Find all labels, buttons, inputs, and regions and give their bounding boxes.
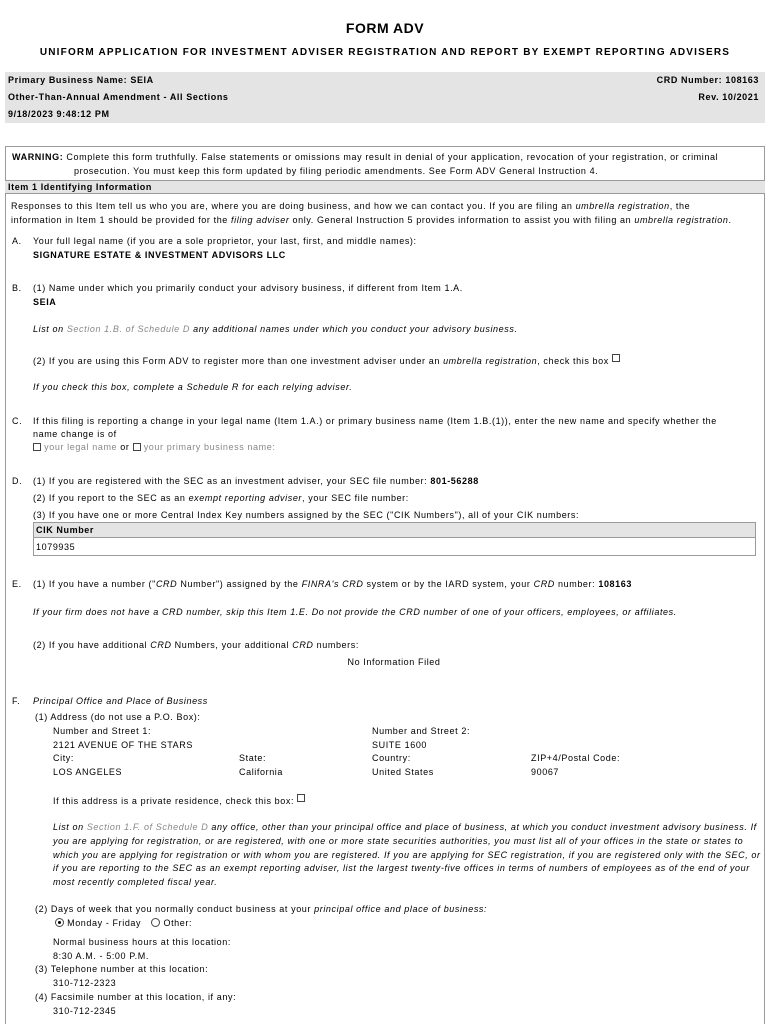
question-term: principal office and place of business: <box>314 904 488 914</box>
item-f-list-note-1 <box>53 822 757 832</box>
business-hours-label: Normal business hours at this location: <box>53 937 231 947</box>
note-text: List on <box>53 822 87 832</box>
question-text: , your SEC file number: <box>302 493 409 503</box>
question-text: Numbers, your additional <box>171 640 293 650</box>
header-band-3 <box>5 106 765 123</box>
question-text: system or by the IARD system, your <box>363 579 534 589</box>
street1-label: Number and Street 1: <box>53 726 152 736</box>
telephone-value: 310-712-2323 <box>53 978 117 988</box>
primary-business-name: Primary Business Name: SEIA <box>8 75 154 85</box>
intro-text: Responses to this Item tell us who you are, where you are doing business, and how we can contact you. If you are filing an <box>11 201 576 211</box>
business-days-options <box>55 918 192 928</box>
item-b-question-1: (1) Name under which you primarily conduct your advisory business, if different from Item 1.A. <box>33 283 463 293</box>
item-c-options <box>33 442 275 452</box>
item-c-question-2: name change is of <box>33 429 117 439</box>
question-text: If this address is a private residence, check this box: <box>53 796 295 806</box>
other-days-radio[interactable] <box>151 918 160 927</box>
item-f-list-note-3: which you are applying for registration or with whom you are registered. If you are applying for SEC registration, if you are registered only with the SEC, or <box>53 850 761 860</box>
street2-value: SUITE 1600 <box>372 740 428 750</box>
state-value: California <box>239 767 284 777</box>
item1-intro-1 <box>11 201 690 211</box>
question-text: numbers: <box>313 640 359 650</box>
zip-label: ZIP+4/Postal Code: <box>531 753 621 763</box>
question-text: Number") assigned by the <box>177 579 302 589</box>
city-label: City: <box>53 753 74 763</box>
intro-term: umbrella registration <box>575 201 670 211</box>
note-text: any office, other than your principal office and place of business, at which you conduct investment advisory business. If <box>208 822 757 832</box>
question-text: (2) Days of week that you normally conduct business at your <box>35 904 315 914</box>
form-title: FORM ADV <box>345 20 425 36</box>
item-a-question: Your full legal name (if you are a sole proprietor, your last, first, and middle names): <box>33 236 417 246</box>
umbrella-registration-checkbox[interactable] <box>612 354 620 362</box>
amendment-type: Other-Than-Annual Amendment - All Sections <box>8 92 229 102</box>
intro-term: umbrella registration <box>634 215 729 225</box>
item-f-question-1: (1) Address (do not use a P.O. Box): <box>35 712 201 722</box>
street1-value: 2121 AVENUE OF THE STARS <box>53 740 193 750</box>
business-name-option-label: your primary business name: <box>143 442 276 452</box>
question-text: (1) If you are registered with the SEC as an investment adviser, your SEC file number: <box>33 476 428 486</box>
item-b-list-note <box>33 324 518 334</box>
business-name-value: SEIA <box>33 297 57 307</box>
street2-label: Number and Street 2: <box>372 726 471 736</box>
item-a-letter: A. <box>12 236 22 246</box>
fax-value: 310-712-2345 <box>53 1006 117 1016</box>
country-label: Country: <box>372 753 411 763</box>
schedule-d-1b-link[interactable]: Section 1.B. of Schedule D <box>66 324 190 334</box>
item-b-question-2 <box>33 354 620 366</box>
or-text: or <box>120 442 130 452</box>
item-e-note: If your firm does not have a CRD number, skip this Item 1.E. Do not provide the CRD number of one of your officers, employees, or affiliates. <box>33 607 677 617</box>
intro-term: filing adviser <box>231 215 290 225</box>
legal-name-change-checkbox[interactable] <box>33 443 41 451</box>
legal-name-value: SIGNATURE ESTATE & INVESTMENT ADVISORS LLC <box>33 250 286 260</box>
intro-text: . <box>728 215 732 225</box>
form-revision: Rev. 10/2021 <box>698 92 759 102</box>
private-residence-checkbox[interactable] <box>297 794 305 802</box>
cik-table <box>33 522 756 556</box>
legal-name-option-label: your legal name <box>44 442 118 452</box>
intro-text: information in Item 1 should be provided for the <box>11 215 232 225</box>
warning-label: WARNING: <box>12 152 64 162</box>
item-d-question-1 <box>33 476 479 486</box>
question-term: CRD <box>292 640 314 650</box>
question-text: (2) If you have additional <box>33 640 151 650</box>
item-f-heading: Principal Office and Place of Business <box>33 696 208 706</box>
timestamp: 9/18/2023 9:48:12 PM <box>8 109 110 119</box>
intro-text: only. General Instruction 5 provides information to assist you with filing an <box>289 215 635 225</box>
item-c-letter: C. <box>12 416 23 426</box>
question-text: (2) If you are using this Form ADV to register more than one investment adviser under an <box>33 356 444 366</box>
question-term: exempt reporting adviser <box>188 493 303 503</box>
note-text: List on <box>33 324 67 334</box>
item-d-question-3: (3) If you have one or more Central Index Key numbers assigned by the SEC ("CIK Numbers"), all of your CIK numbers: <box>33 510 580 520</box>
item-f-list-note-5: most recently completed fiscal year. <box>53 877 218 887</box>
warning-text-2: prosecution. You must keep this form updated by filing periodic amendments. See Form ADV General Instruction 4. <box>74 166 599 176</box>
item-f-list-note-2: you are applying for registration, or are registered, with one or more state securities authorities, you must list all of your offices in the state or states to <box>53 836 744 846</box>
warning <box>12 152 718 162</box>
cik-table-header <box>34 523 755 538</box>
question-term: FINRA's CRD <box>301 579 364 589</box>
item-e-letter: E. <box>12 579 22 589</box>
question-term: CRD <box>150 640 172 650</box>
item-f-question-3: (3) Telephone number at this location: <box>35 964 209 974</box>
question-text: (2) If you report to the SEC as an <box>33 493 189 503</box>
item-b-letter: B. <box>12 283 22 293</box>
crd-number: CRD Number: 108163 <box>656 75 759 85</box>
city-value: LOS ANGELES <box>53 767 123 777</box>
question-term: umbrella registration <box>443 356 538 366</box>
item1-heading: Item 1 Identifying Information <box>8 182 153 192</box>
question-term: CRD <box>533 579 555 589</box>
question-text: number: <box>554 579 596 589</box>
item-c-question-1: If this filing is reporting a change in your legal name (Item 1.A.) or primary business name (Item 1.B.(1)), enter the new name and specify whether the <box>33 416 717 426</box>
country-value: United States <box>372 767 434 777</box>
business-hours-value: 8:30 A.M. - 5:00 P.M. <box>53 951 149 961</box>
item-f-letter: F. <box>12 696 21 706</box>
warning-text-1: Complete this form truthfully. False statements or omissions may result in denial of your application, revocation of your registration, or criminal <box>66 152 719 162</box>
monday-friday-radio[interactable] <box>55 918 64 927</box>
cik-number-cell: 1079935 <box>36 542 76 552</box>
question-text: (1) If you have a number (" <box>33 579 156 589</box>
form-subtitle: UNIFORM APPLICATION FOR INVESTMENT ADVISER REGISTRATION AND REPORT BY EXEMPT REPORTING ADVISERS <box>39 47 731 58</box>
cik-column-header: CIK Number <box>36 525 95 535</box>
intro-text: , the <box>669 201 691 211</box>
note-text: any additional names under which you conduct your advisory business. <box>190 324 518 334</box>
item-f-question-4: (4) Facsimile number at this location, if any: <box>35 992 237 1002</box>
item-b-schedule-r-note: If you check this box, complete a Schedule R for each relying adviser. <box>33 382 353 392</box>
item-e-question-2 <box>33 640 359 650</box>
other-days-label: Other: <box>163 918 193 928</box>
item-d-question-2 <box>33 493 409 503</box>
header-band-1 <box>5 72 765 89</box>
item-e-question-1 <box>33 579 632 589</box>
item1-intro-2 <box>11 215 732 225</box>
state-label: State: <box>239 753 267 763</box>
crd-number-value: 108163 <box>598 579 632 589</box>
item-d-letter: D. <box>12 476 23 486</box>
business-name-change-checkbox[interactable] <box>133 443 141 451</box>
schedule-d-1f-link[interactable]: Section 1.F. of Schedule D <box>86 822 209 832</box>
item-f-list-note-4: if you are reporting to the SEC as an exempt reporting adviser, list the largest twenty-five offices in terms of numbers of employees as of the end of your <box>53 863 750 873</box>
item1-heading-bar <box>5 180 765 194</box>
no-information-filed: No Information Filed <box>347 657 441 667</box>
question-term: CRD <box>155 579 178 589</box>
zip-value: 90067 <box>531 767 560 777</box>
header-band-2 <box>5 89 765 106</box>
sec-file-number-value: 801-56288 <box>430 476 479 486</box>
private-residence-question <box>53 794 305 806</box>
question-text: , check this box <box>537 356 609 366</box>
item-f-question-2 <box>35 904 487 914</box>
monday-friday-label: Monday - Friday <box>67 918 142 928</box>
